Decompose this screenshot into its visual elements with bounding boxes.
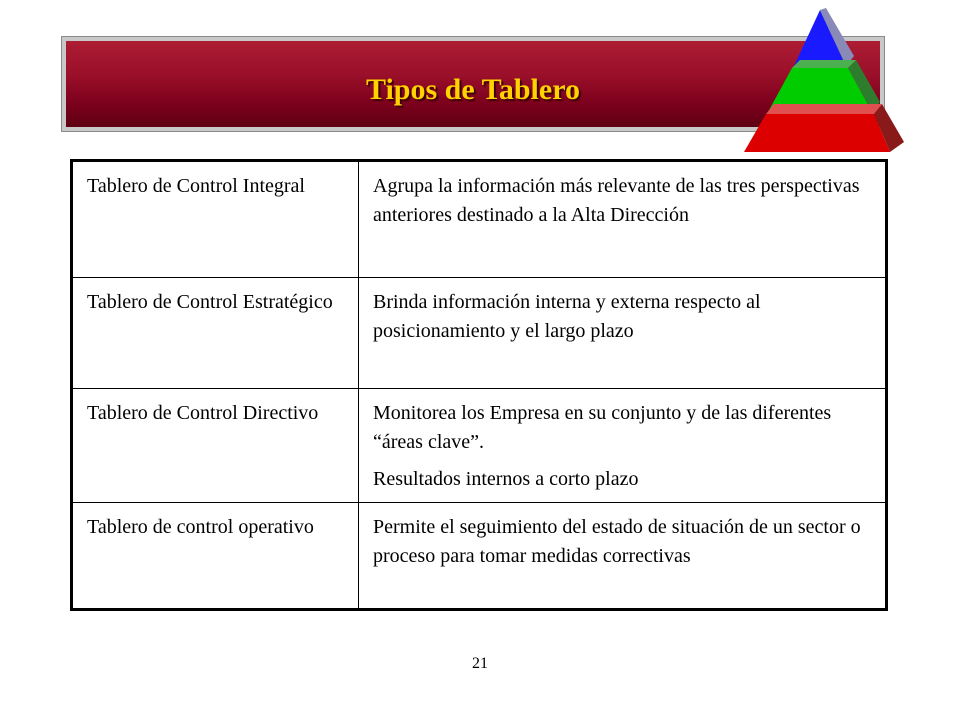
dashboard-types-table	[70, 159, 888, 611]
pyramid-middle-top	[792, 60, 856, 68]
dashboard-type-cell: Tablero de Control Integral	[72, 161, 359, 278]
dashboard-type-cell: Tablero de Control Directivo	[72, 389, 359, 503]
dashboard-description-cell	[359, 161, 887, 278]
description-paragraph: Brinda información interna y externa respecto al posicionamiento y el largo plazo	[373, 291, 761, 342]
table-row	[72, 278, 887, 389]
pyramid-bottom-top	[766, 104, 882, 114]
slide-title: Tipos de Tablero	[366, 73, 580, 106]
table-row	[72, 503, 887, 610]
pyramid-icon	[738, 6, 908, 158]
page-number: 21	[472, 655, 488, 672]
description-paragraph: Agrupa la información más relevante de las tres perspectivas anteriores destinado a la Alta Dirección	[373, 175, 860, 226]
description-paragraph: Permite el seguimiento del estado de situación de un sector o proceso para tomar medidas correctivas	[373, 516, 861, 567]
dashboard-description-cell	[359, 503, 887, 610]
table-row	[72, 389, 887, 503]
dashboard-type-cell: Tablero de control operativo	[72, 503, 359, 610]
pyramid-bottom-tier	[744, 114, 890, 152]
dashboard-description-cell	[359, 389, 887, 503]
description-paragraph: Monitorea los Empresa en su conjunto y de las diferentes “áreas clave”.	[373, 402, 832, 453]
dashboard-description-cell	[359, 278, 887, 389]
description-paragraph: Resultados internos a corto plazo	[373, 468, 639, 490]
dashboard-type-cell: Tablero de Control Estratégico	[72, 278, 359, 389]
table-row	[72, 161, 887, 278]
